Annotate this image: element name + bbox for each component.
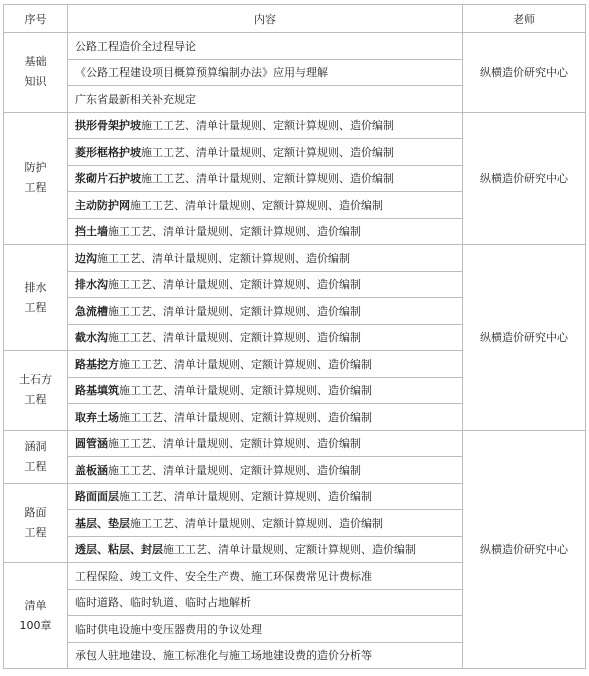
content-cell: 路基挖方施工工艺、清单计量规则、定额计算规则、造价编制 [68, 351, 463, 378]
content-cell: 基层、垫层施工工艺、清单计量规则、定额计算规则、造价编制 [68, 510, 463, 537]
category-line: 工程 [24, 181, 47, 195]
category-line: 工程 [24, 525, 47, 539]
category-line: 知识 [24, 75, 47, 89]
content-cell: 拱形骨架护坡施工工艺、清单计量规则、定额计算规则、造价编制 [68, 112, 463, 139]
content-cell: 盖板涵施工工艺、清单计量规则、定额计算规则、造价编制 [68, 457, 463, 484]
header-teacher: 老师 [463, 5, 586, 33]
content-cell: 路面面层施工工艺、清单计量规则、定额计算规则、造价编制 [68, 483, 463, 510]
category-cell [4, 245, 68, 351]
content-cell: 排水沟施工工艺、清单计量规则、定额计算规则、造价编制 [68, 271, 463, 298]
category-line: 排水 [24, 280, 47, 294]
table-row [4, 245, 586, 272]
content-cell: 菱形框格护坡施工工艺、清单计量规则、定额计算规则、造价编制 [68, 139, 463, 166]
header-row [4, 5, 586, 33]
category-cell [4, 351, 68, 431]
category-line: 防护 [24, 161, 47, 175]
content-cell: 透层、粘层、封层施工工艺、清单计量规则、定额计算规则、造价编制 [68, 536, 463, 563]
category-line: 路面 [24, 505, 47, 519]
category-line: 涵洞 [24, 439, 47, 453]
category-line: 工程 [24, 393, 47, 407]
category-cell [4, 33, 68, 113]
category-cell [4, 483, 68, 563]
teacher-cell: 纵横造价研究中心 [463, 112, 586, 245]
content-cell: 急流槽施工工艺、清单计量规则、定额计算规则、造价编制 [68, 298, 463, 325]
content-cell: 工程保险、竣工文件、安全生产费、施工环保费常见计费标准 [68, 563, 463, 590]
category-cell [4, 430, 68, 483]
content-cell: 《公路工程建设项目概算预算编制办法》应用与理解 [68, 59, 463, 86]
content-cell: 截水沟施工工艺、清单计量规则、定额计算规则、造价编制 [68, 324, 463, 351]
category-cell [4, 112, 68, 245]
teacher-cell: 纵横造价研究中心 [463, 33, 586, 113]
category-line: 基础 [24, 55, 47, 69]
table-row [4, 33, 586, 60]
category-line: 100章 [19, 618, 52, 632]
course-table [3, 4, 586, 669]
teacher-cell: 纵横造价研究中心 [463, 430, 586, 669]
content-cell: 承包人驻地建设、施工标准化与施工场地建设费的造价分析等 [68, 642, 463, 669]
content-cell: 挡土墙施工工艺、清单计量规则、定额计算规则、造价编制 [68, 218, 463, 245]
content-cell: 取弃土场施工工艺、清单计量规则、定额计算规则、造价编制 [68, 404, 463, 431]
teacher-cell: 纵横造价研究中心 [463, 245, 586, 431]
content-cell: 圆管涵施工工艺、清单计量规则、定额计算规则、造价编制 [68, 430, 463, 457]
content-cell: 主动防护网施工工艺、清单计量规则、定额计算规则、造价编制 [68, 192, 463, 219]
content-cell: 边沟施工工艺、清单计量规则、定额计算规则、造价编制 [68, 245, 463, 272]
category-line: 清单 [24, 598, 47, 612]
header-seq: 序号 [4, 5, 68, 33]
category-line: 工程 [24, 300, 47, 314]
content-cell: 临时供电设施中变压器费用的争议处理 [68, 616, 463, 643]
category-line: 工程 [24, 459, 47, 473]
header-content: 内容 [68, 5, 463, 33]
content-cell: 路基填筑施工工艺、清单计量规则、定额计算规则、造价编制 [68, 377, 463, 404]
table-row [4, 430, 586, 457]
category-cell [4, 563, 68, 669]
category-line: 土石方 [19, 373, 52, 387]
content-cell: 临时道路、临时轨道、临时占地解析 [68, 589, 463, 616]
content-cell: 浆砌片石护坡施工工艺、清单计量规则、定额计算规则、造价编制 [68, 165, 463, 192]
table-row [4, 112, 586, 139]
content-cell: 公路工程造价全过程导论 [68, 33, 463, 60]
content-cell: 广东省最新相关补充规定 [68, 86, 463, 113]
